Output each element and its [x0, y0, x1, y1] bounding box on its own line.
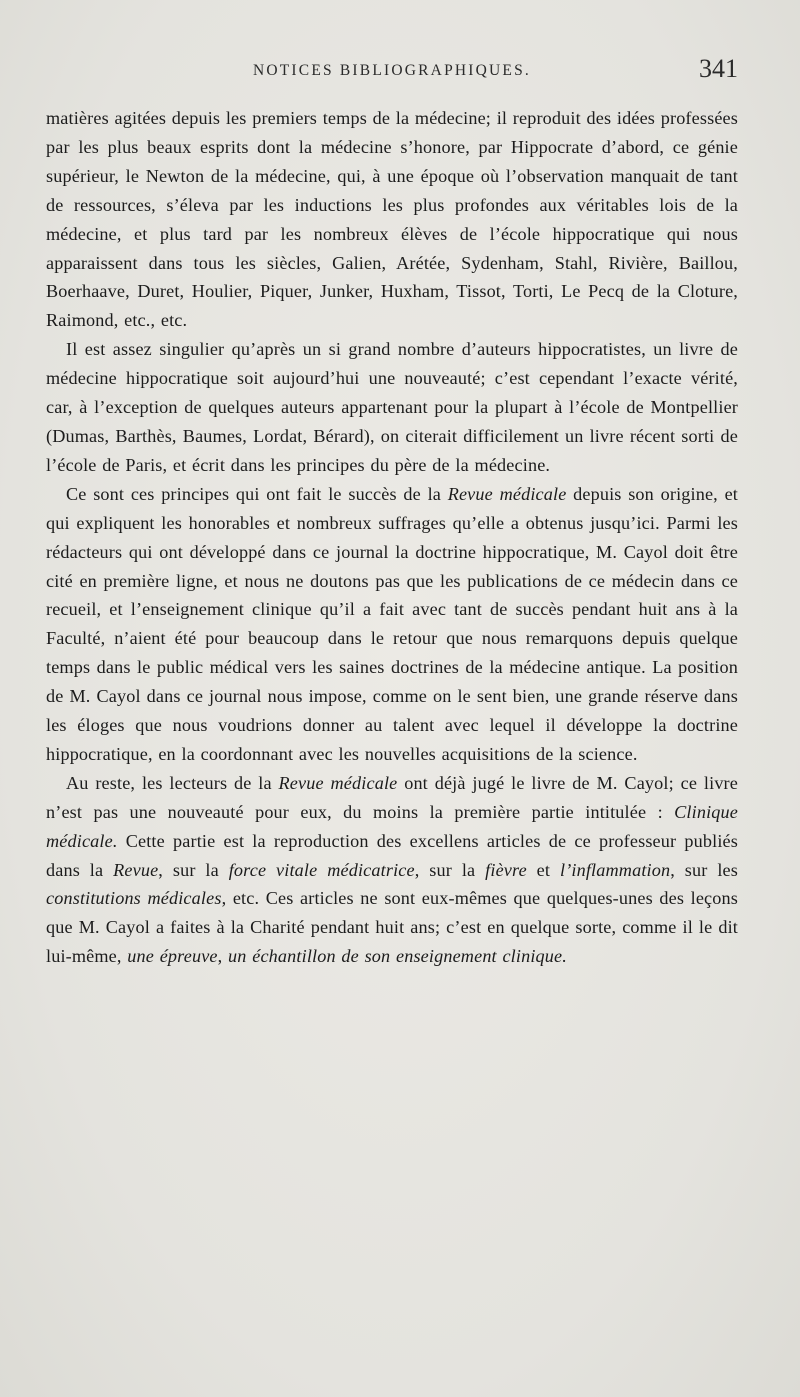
text-run: Ce sont ces principes qui ont fait le succès de la: [66, 483, 448, 504]
page-number: 341: [699, 54, 738, 83]
italic-text-run: un échantillon de son enseignement clinique.: [228, 946, 567, 967]
text-run: ,: [217, 946, 229, 967]
text-run: et: [526, 859, 560, 880]
body-text: [46, 104, 738, 971]
running-title: NOTICES BIBLIOGRAPHIQUES.: [252, 62, 532, 79]
text-run: , sur la: [158, 859, 229, 880]
italic-text-run: Revue: [113, 859, 159, 880]
text-run: ont déjà jugé le livre de M. Cayol; ce livre n’est pas une nouveauté pour eux, du moins la première partie intitulée :: [46, 772, 738, 822]
paragraph: [46, 104, 738, 335]
italic-text-run: une épreuve: [127, 946, 218, 967]
paragraph: [46, 335, 738, 480]
running-head: [46, 56, 738, 92]
paragraph: [46, 480, 738, 769]
text-run: depuis son origine, et qui expliquent les honorables et nombreux suffrages qu’elle a obtenus jusqu’ici. Parmi les rédacteurs qui ont développé dans ce journal la doctrine hippocratique, M. Cayol doit être cité en première ligne, et nous ne doutons pas que les publications de ce médecin dans ce recueil, et l’enseignement clinique qu’il a fait avec tant de succès pendant huit ans à la Faculté, n’aient été pour beaucoup dans le retour que nous remarquons depuis quelque temps dans le public médical vers les saines doctrines de la médecine antique. La position de M. Cayol dans ce journal nous impose, comme on le sent bien, une grande réserve dans les éloges que nous voudrions donner au talent avec lequel il développe la doctrine hippocratique, en la coordonnant avec les nouvelles acquisitions de la science.: [46, 483, 739, 764]
paragraph: [46, 769, 738, 971]
italic-text-run: force vitale médicatrice: [228, 859, 415, 880]
italic-text-run: Revue médicale: [278, 772, 398, 793]
italic-text-run: constitutions médicales: [46, 888, 222, 909]
text-run: Au reste, les lecteurs de la: [66, 772, 279, 793]
text-run: , sur les: [670, 859, 738, 880]
italic-text-run: Clinique médicale.: [46, 801, 738, 851]
text-run: , etc. Ces articles ne sont eux-mêmes que quelques-unes des leçons que M. Cayol a faites à la Charité pendant huit ans; c’est en quelque sorte, comme il le dit lui-même,: [46, 888, 738, 967]
italic-text-run: fièvre: [485, 859, 527, 880]
italic-text-run: Revue médicale: [447, 483, 567, 504]
text-run: Il est assez singulier qu’après un si grand nombre d’auteurs hippocratistes, un livre de médecine hippocratique soit aujourd’hui une nouveauté; c’est cependant l’exacte vérité, car, à l’exception de quelques auteurs appartenant pour la plupart à l’école de Montpellier (Dumas, Barthès, Baumes, Lordat, Bérard), on citerait difficilement un livre récent sorti de l’école de Paris, et écrit dans les principes du père de la médecine.: [46, 339, 738, 475]
text-run: Cette partie est la reproduction des excellens articles de ce professeur publiés dans la: [46, 830, 738, 880]
text-run: , sur la: [414, 859, 486, 880]
text-run: matières agitées depuis les premiers temps de la médecine; il reproduit des idées professées par les plus beaux esprits dont la médecine s’honore, par Hippocrate d’abord, ce génie supérieur, le Newton de la médecine, qui, à une époque où l’observation manquait de tant de ressources, s’éleva par les inductions les plus profondes aux véritables lois de la médecine, et plus tard par les nombreux élèves de l’école hippocratique qui nous apparaissent dans tous les siècles, Galien, Arétée, Sydenham, Stahl, Rivière, Baillou, Boerhaave, Duret, Houlier, Piquer, Junker, Huxham, Tissot, Torti, Le Pecq de la Cloture, Raimond, etc., etc.: [46, 108, 738, 331]
italic-text-run: l’inflammation: [560, 859, 671, 880]
